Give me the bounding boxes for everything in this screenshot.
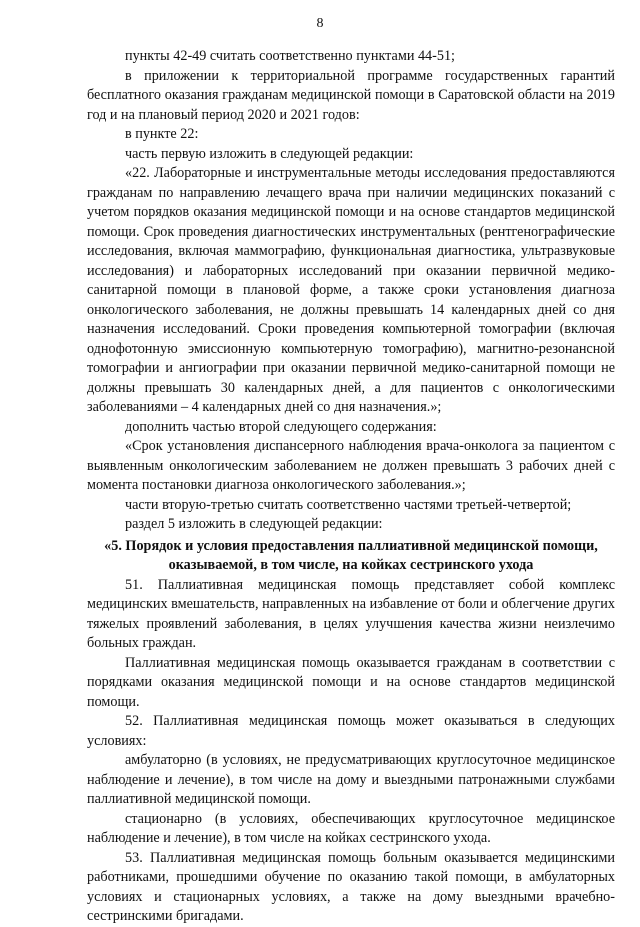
section-paragraph: амбулаторно (в условиях, не предусматривающих круглосуточное медицинское наблюдение и лечение), в том числе на дому и выездными патронажными службами паллиативной медицинской помощи.: [87, 752, 615, 807]
section-heading: «5. Порядок и условия предоставления паллиативной медицинской помощи, оказываемой, в том числе, на койках сестринского ухода: [104, 537, 598, 573]
section-paragraph: 52. Паллиативная медицинская помощь может оказываться в следующих условиях:: [87, 713, 615, 749]
page-number: 8: [316, 16, 324, 31]
paragraph: в пункте 22:: [125, 126, 199, 142]
document-body: [87, 47, 615, 927]
section-paragraph: 51. Паллиативная медицинская помощь представляет собой комплекс медицинских вмешательств, направленных на избавление от боли и облегчение других тяжелых проявлений заболевания, в целях улучшения качества жизни неизлечимо больных граждан.: [87, 576, 615, 651]
section-paragraph: Паллиативная медицинская помощь оказывается гражданам в соответствии с порядками оказания медицинской помощи и на основе стандартов медицинской помощи.: [87, 654, 615, 710]
paragraph: часть первую изложить в следующей редакции:: [125, 145, 414, 162]
paragraph: в приложении к территориальной программе государственных гарантий бесплатного оказания гражданам медицинской помощи в Саратовской области на 2019 год и на плановый период 2020 и 2021 годов:: [87, 67, 615, 123]
section-paragraph: 53. Паллиативная медицинская помощь больным оказывается медицинскими работниками, прошедшими обучение по оказанию такой помощи, в амбулаторных условиях и стационарных условиях, а также на дому выездными врачебно-сестринскими бригадами.: [87, 849, 615, 924]
paragraph: пункты 42-49 считать соответственно пунктами 44-51;: [125, 48, 456, 64]
paragraph: части вторую-третью считать соответственно частями третьей-четвертой;: [125, 496, 572, 513]
section-paragraph: стационарно (в условиях, обеспечивающих круглосуточное медицинское наблюдение и лечение), в том числе на койках сестринского ухода.: [87, 810, 615, 846]
quoted-paragraph: «Срок установления диспансерного наблюдения врача-онколога за пациентом с выявленным онкологическим заболеванием не должен превышать 3 рабочих дней с момента постановки диагноза онкологического заболевания.»;: [87, 438, 615, 493]
quoted-paragraph: «22. Лабораторные и инструментальные методы исследования предоставляются гражданам по направлению лечащего врача при наличии медицинских показаний с учетом порядков оказания медицинской помощи и на основе стандартов медицинской помощи. Срок проведения диагностических инструментальных (рентгенографические исследования, включая маммографию, функциональная диагностика, ультразвуковые исследования) и лабораторных исследований при оказании первичной медико-санитарной помощи в плановой форме, а также сроки установления диагноза онкологического заболевания, не должны превышать 14 календарных дней со дня назначения исследований. Сроки проведения компьютерной томографии (включая однофотонную эмиссионную компьютерную томографию), магнитно-резонансной томографии и ангиографии при оказании первичной медико-санитарной помощи не должны превышать 30 календарных дней, а для пациентов с онкологическими заболеваниями – 4 календарных дней со дня назначения.»;: [87, 165, 615, 415]
paragraph: дополнить частью второй следующего содержания:: [125, 418, 437, 435]
paragraph: раздел 5 изложить в следующей редакции:: [125, 516, 383, 532]
